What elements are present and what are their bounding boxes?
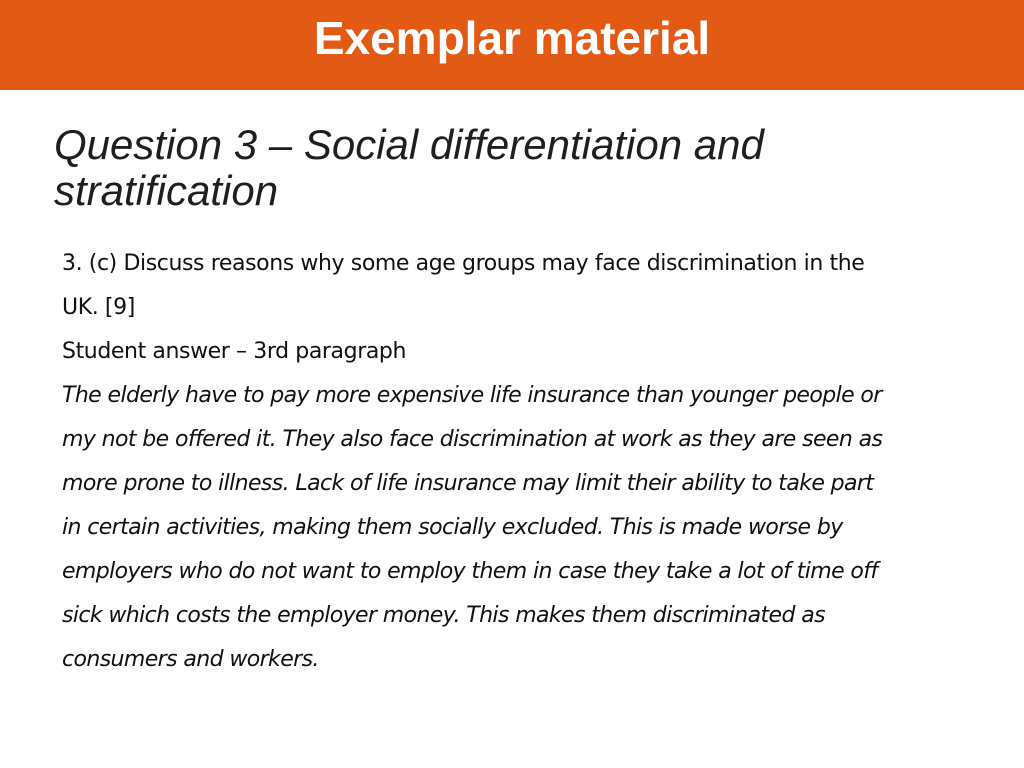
header-title: Exemplar material <box>313 12 711 64</box>
question-title <box>54 122 954 214</box>
answer-line: more prone to illness. Lack of life insurance may limit their ability to take part <box>62 471 874 496</box>
answer-line: sick which costs the employer money. This makes them discriminated as <box>62 603 825 628</box>
question-prompt-line-1: 3. (c) Discuss reasons why some age groups may face discrimination in the <box>62 251 865 276</box>
answer-line: employers who do not want to employ them in case they take a lot of time off <box>62 559 878 584</box>
answer-line: my not be offered it. They also face discrimination at work as they are seen as <box>62 427 883 452</box>
answer-line: The elderly have to pay more expensive life insurance than younger people or <box>62 383 882 408</box>
answer-line: in certain activities, making them socially excluded. This is made worse by <box>62 515 843 540</box>
answer-line: consumers and workers. <box>62 647 319 672</box>
answer-label: Student answer – 3rd paragraph <box>62 339 407 364</box>
question-title-line-1: Question 3 – Social differentiation and <box>54 121 764 168</box>
body-text <box>62 242 992 682</box>
question-prompt-line-2: UK. [9] <box>62 295 135 320</box>
header-bar <box>0 0 1024 90</box>
question-title-line-2: stratification <box>54 167 279 214</box>
